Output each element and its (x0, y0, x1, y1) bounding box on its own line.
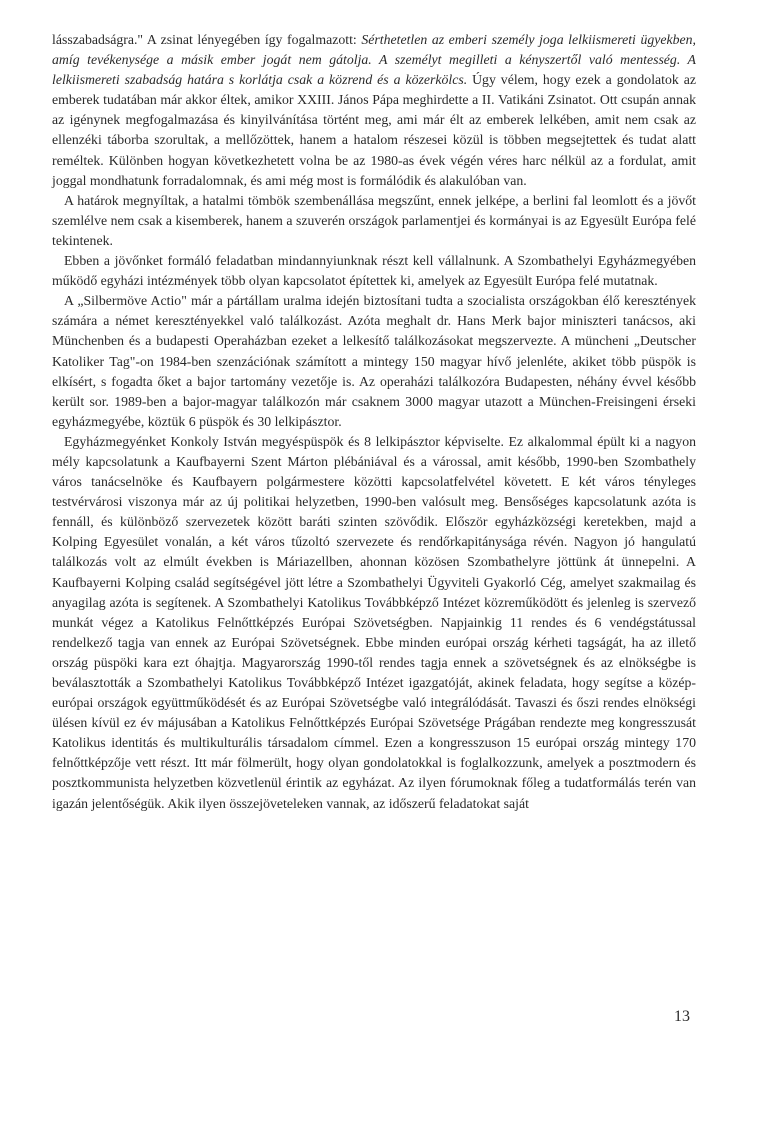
paragraph-3-text: Ebben a jövőnket formáló feladatban mindannyiunknak részt kell vállalnunk. A Szombathelyi Egyházmegyében működő egyházi intézmények több olyan kapcsolatot építettek ki, amelyek az Egyesült Európa felé mutatnak. (52, 253, 696, 289)
body-text (52, 30, 696, 814)
paragraph-1 (52, 30, 696, 191)
paragraph-2 (52, 191, 696, 251)
paragraph-1-rest: Úgy vélem, hogy ezek a gondolatok az emberek tudatában már akkor éltek, amikor XXIII. János Pápa meghirdette a II. Vatikáni Zsinatot. Ott csupán annak az igénynek megfogalmazása és kinyilvánítása történt meg, ami már élt az emberek lelkében, amit nem csak az ellenzéki táborba szorultak, a mellőzöttek, hanem a hatalom részesei közül is többen megsejtettek és tudat alatt reméltek. Különben hogyan következhetett volna be az 1980-as évek végén véres harc nélkül az a fordulat, amit joggal mondhatunk forradalomnak, és ami még most is formálódik és alakulóban van. (52, 72, 696, 188)
paragraph-5 (52, 432, 696, 814)
paragraph-2-text: A határok megnyíltak, a hatalmi tömbök szembenállása megszűnt, ennek jelképe, a berlini fal leomlott és a jövőt szemlélve nem csak a kisemberek, hanem a szuverén országok parlamentjei és kormányai is az Egyesült Európa felé tekintenek. (52, 192, 696, 248)
paragraph-4-text: A „Silbermöve Actio" már a pártállam uralma idején biztosítani tudta a szocialista országokban élő keresztények számára a német keresztényekkel való találkozást. Azóta meghalt dr. Hans Merk bajor miniszteri tanácsos, aki Münchenben és a budapesti Operaházban ezeket a lelkesítő találkozásokat megszervezte. A müncheni „Deutscher Katoliker Tag"-on 1984-ben szenzációnak számított a mintegy 150 magyar hívő jelenléte, akiket több püspök is elkísért, s fogadta őket a bajor tartomány vezetője is. Az operaházi találkozóra Budapesten, néhány évvel később került sor. 1989-ben a bajor-magyar találkozón már csaknem 3000 magyar utazott a München-Freisingeni érseki egyházmegyébe, köztük 6 püspök és 30 lelkipásztor. (52, 293, 696, 429)
paragraph-5-text: Egyházmegyénket Konkoly István megyéspüspök és 8 lelkipásztor képviselte. Ez alkalommal épült ki a nagyon mély kapcsolatunk a Kaufbayerni Szent Márton plébániával és a várossal, amit később, 1990-ben Szombathely város tanácselnöke és Kaufbayern polgármestere közötti kapcsolatfelvétel követett. E két város tényleges testvérvárosi viszonya már az új politikai helyzetben, 1990-ben valósult meg. Bensőséges kapcsolatunk azóta is fennáll, és különböző szervezetek között baráti szinten szövődik. Először egyházközségi keretekben, majd a Kolping Egyesület vonalán, a két város tűzoltó szervezete és rendőrkapitánysága révén. Nagyon jó hangulatú találkozás volt az elmúlt években is Máriazellben, ahonnan közösen Szombathelyre jöttünk át ünnepelni. A Kaufbayerni Kolping család segítségével jött létre a Szombathelyi Ügyviteli Gyakorló Cég, amelyet szakmailag és anyagilag azóta is segítenek. A Szombathelyi Katolikus Továbbképző Intézet közreműködött és jelenleg is szervező munkát végez a Katolikus Felnőttképzés Európai Szövetségben. Napjainkig 11 rendes és 6 vendégstátussal rendelkező tagja van ennek az Európai Szövetségnek. Ebbe minden európai ország kérheti tagságát, ha az illető ország püspöki kara ezt óhajtja. Magyarország 1990-től rendes tagja ennek a szövetségnek és az elnökségbe is beválasztották a Szombathelyi Katolikus Továbbképző Intézet igazgatóját, akinek feladata, hogy segítse a közép-európai országok együttműködését és az Európai Szövetségbe való integrálódását. Tavaszi és őszi rendes elnökségi ülésen kívül ez év májusában a Katolikus Felnőttképzés Európai Szövetsége Prágában rendezte meg kongresszusát Katolikus identitás és multikulturális társadalom címmel. Ezen a kongresszuson 15 európai ország mintegy 170 felnőttképzője vett részt. Itt már fölmerült, hogy olyan gondolatokkal is foglalkozzunk, amelyek a posztmodern és posztkommunista helyzetben közvetlenül érintik az egyházat. Az ilyen fórumoknak főleg a tudatformálás terén van igazán jelentőségük. Akik ilyen összejöveteleken vannak, az időszerű feladatokat saját (52, 433, 696, 811)
paragraph-1-quote: Sérthetetlen az emberi személy joga lelkiismereti ügyekben, amíg tevékenysége a másik ember jogát nem gátolja. A személyt megilleti a kényszertől való mentesség. A lelkiismereti szabadság határa s korlátja csak a közrend és a közerkölcs. (52, 32, 696, 88)
paragraph-1-intro: lásszabadságra." A zsinat lényegében így fogalmazott: (52, 32, 362, 47)
paragraph-4 (52, 291, 696, 432)
paragraph-3 (52, 251, 696, 291)
page-number: 13 (674, 1008, 690, 1025)
